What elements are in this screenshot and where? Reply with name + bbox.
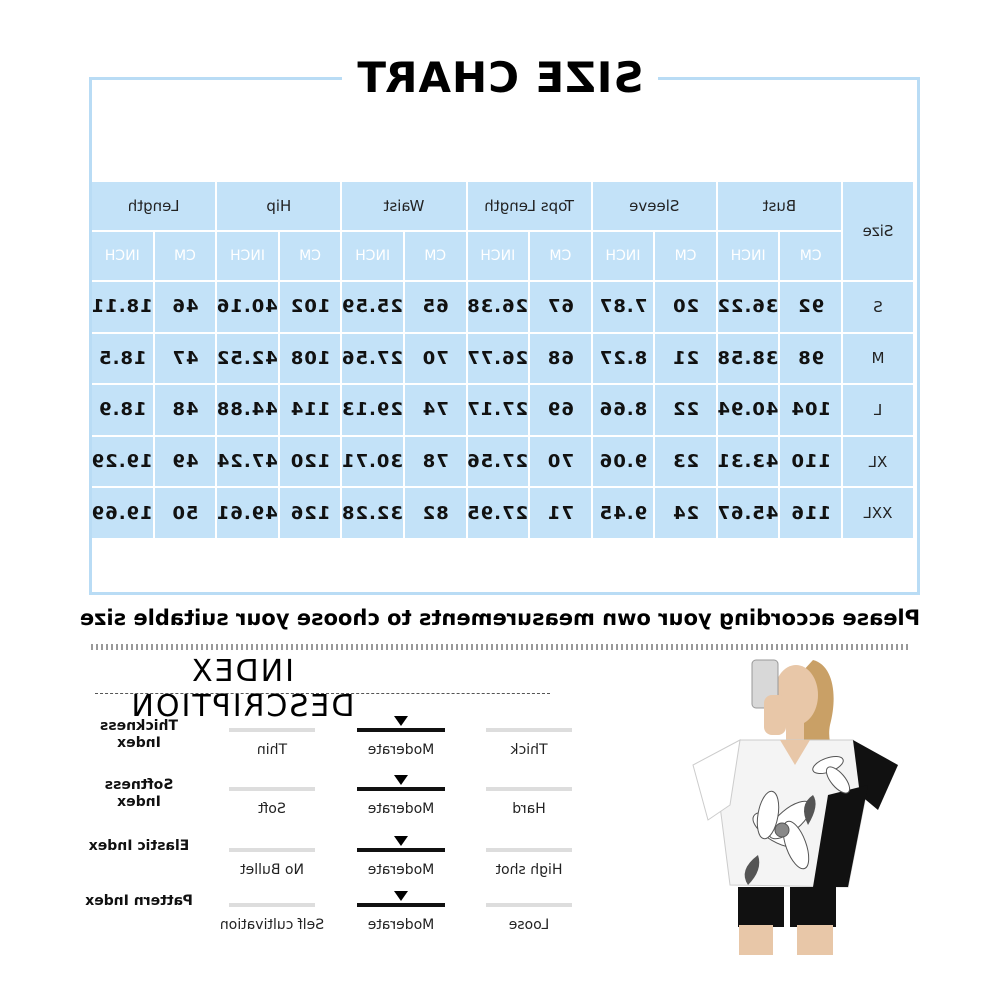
value-cell: 68 (530, 334, 591, 384)
index-option-label: Moderate (367, 862, 435, 878)
index-option-label: Moderate (367, 801, 435, 817)
index-bar (229, 848, 315, 852)
index-option-label: Moderate (367, 742, 435, 758)
value-cell: 50 (155, 488, 216, 538)
value-cell: 38.58 (718, 334, 779, 384)
value-cell: 27.95 (468, 488, 529, 538)
value-cell: 18.5 (92, 334, 153, 384)
value-cell: 47.24 (217, 437, 278, 487)
selected-marker-icon (394, 775, 408, 785)
group-header: Bust (718, 182, 841, 230)
index-bar (486, 728, 572, 732)
index-row-label: Elastic Index (88, 838, 190, 854)
unit-cm-header: CM (655, 232, 716, 280)
product-photo (678, 655, 908, 955)
dashed-divider (95, 693, 550, 694)
product-photo-floral-outfit-icon (678, 655, 908, 955)
value-cell: 18.9 (92, 385, 153, 435)
index-bar-selected (357, 903, 445, 907)
value-cell: 67 (530, 282, 591, 332)
value-cell: 47 (155, 334, 216, 384)
table-header-units (92, 232, 913, 280)
value-cell: 36.22 (718, 282, 779, 332)
index-bar (229, 903, 315, 907)
value-cell: 70 (530, 437, 591, 487)
value-cell: 27.56 (342, 334, 403, 384)
value-cell: 98 (780, 334, 841, 384)
size-cell: XL (843, 437, 913, 487)
group-header: Tops Length (468, 182, 591, 230)
value-cell: 69 (530, 385, 591, 435)
value-cell: 78 (405, 437, 466, 487)
index-bar (486, 787, 572, 791)
value-cell: 92 (780, 282, 841, 332)
unit-cm-header: CM (530, 232, 591, 280)
value-cell: 82 (405, 488, 466, 538)
unit-inch-header: INCH (92, 232, 153, 280)
value-cell: 114 (280, 385, 341, 435)
index-row-label: Softness Index (104, 777, 174, 810)
value-cell: 46 (155, 282, 216, 332)
value-cell: 45.67 (718, 488, 779, 538)
value-cell: 8.27 (593, 334, 654, 384)
value-cell: 18.11 (92, 282, 153, 332)
value-cell: 104 (780, 385, 841, 435)
group-header: Waist (342, 182, 465, 230)
value-cell: 49 (155, 437, 216, 487)
value-cell: 32.28 (342, 488, 403, 538)
index-bar (229, 787, 315, 791)
index-bar (486, 903, 572, 907)
index-option-label: Loose (508, 917, 550, 933)
value-cell: 8.66 (593, 385, 654, 435)
value-cell: 126 (280, 488, 341, 538)
index-description-title: INDEX DESCRIPTION (129, 654, 355, 724)
value-cell: 40.16 (217, 282, 278, 332)
value-cell: 22 (655, 385, 716, 435)
index-bar-selected (357, 848, 445, 852)
size-cell: M (843, 334, 913, 384)
table-header-groups (92, 182, 913, 230)
value-cell: 20 (655, 282, 716, 332)
value-cell: 71 (530, 488, 591, 538)
measurement-note: Please according your own measurements to choose your suitable size (79, 606, 921, 630)
index-bar (229, 728, 315, 732)
unit-cm-header: CM (405, 232, 466, 280)
index-option-label: Moderate (367, 917, 435, 933)
size-table (90, 180, 915, 540)
table-row (92, 385, 913, 435)
index-option-label: Thin (256, 742, 288, 758)
unit-inch-header: INCH (342, 232, 403, 280)
value-cell: 9.45 (593, 488, 654, 538)
table-row (92, 488, 913, 538)
value-cell: 116 (780, 488, 841, 538)
group-header: Sleeve (593, 182, 716, 230)
value-cell: 30.71 (342, 437, 403, 487)
value-cell: 42.52 (217, 334, 278, 384)
index-bar-selected (357, 728, 445, 732)
index-row-label: Pattern Index (85, 893, 193, 909)
value-cell: 43.31 (718, 437, 779, 487)
table-row (92, 334, 913, 384)
index-bar-selected (357, 787, 445, 791)
group-header: Hip (217, 182, 340, 230)
table-row (92, 437, 913, 487)
selected-marker-icon (394, 891, 408, 901)
group-header: Length (92, 182, 215, 230)
value-cell: 44.88 (217, 385, 278, 435)
unit-cm-header: CM (280, 232, 341, 280)
value-cell: 29.13 (342, 385, 403, 435)
index-row-label: Thickness Index (99, 718, 179, 751)
value-cell: 74 (405, 385, 466, 435)
table-row (92, 282, 913, 332)
value-cell: 108 (280, 334, 341, 384)
value-cell: 49.61 (217, 488, 278, 538)
value-cell: 110 (780, 437, 841, 487)
index-option-label: Soft (258, 801, 286, 817)
value-cell: 40.94 (718, 385, 779, 435)
value-cell: 25.59 (342, 282, 403, 332)
value-cell: 21 (655, 334, 716, 384)
index-option-label: Hard (512, 801, 546, 817)
index-bar (486, 848, 572, 852)
size-cell: S (843, 282, 913, 332)
selected-marker-icon (394, 836, 408, 846)
value-cell: 7.87 (593, 282, 654, 332)
value-cell: 19.29 (92, 437, 153, 487)
unit-cm-header: CM (780, 232, 841, 280)
value-cell: 65 (405, 282, 466, 332)
value-cell: 23 (655, 437, 716, 487)
unit-cm-header: CM (155, 232, 216, 280)
value-cell: 102 (280, 282, 341, 332)
value-cell: 48 (155, 385, 216, 435)
unit-inch-header: INCH (217, 232, 278, 280)
unit-inch-header: INCH (468, 232, 529, 280)
value-cell: 70 (405, 334, 466, 384)
value-cell: 27.56 (468, 437, 529, 487)
value-cell: 24 (655, 488, 716, 538)
value-cell: 19.69 (92, 488, 153, 538)
unit-inch-header: INCH (593, 232, 654, 280)
index-option-label: High shot (495, 862, 563, 878)
index-option-label: No Bullet (240, 862, 304, 878)
size-cell: XXL (843, 488, 913, 538)
wavy-divider (90, 644, 908, 650)
index-option-label: Thick (510, 742, 548, 758)
size-cell: L (843, 385, 913, 435)
size-chart-title: SIZE CHART (342, 52, 657, 104)
selected-marker-icon (394, 716, 408, 726)
size-column-header: Size (843, 182, 913, 280)
value-cell: 26.38 (468, 282, 529, 332)
index-option-label: Self cultivation (219, 917, 325, 933)
value-cell: 27.17 (468, 385, 529, 435)
value-cell: 9.06 (593, 437, 654, 487)
value-cell: 26.77 (468, 334, 529, 384)
unit-inch-header: INCH (718, 232, 779, 280)
value-cell: 120 (280, 437, 341, 487)
size-chart-title-wrap (0, 52, 1000, 104)
